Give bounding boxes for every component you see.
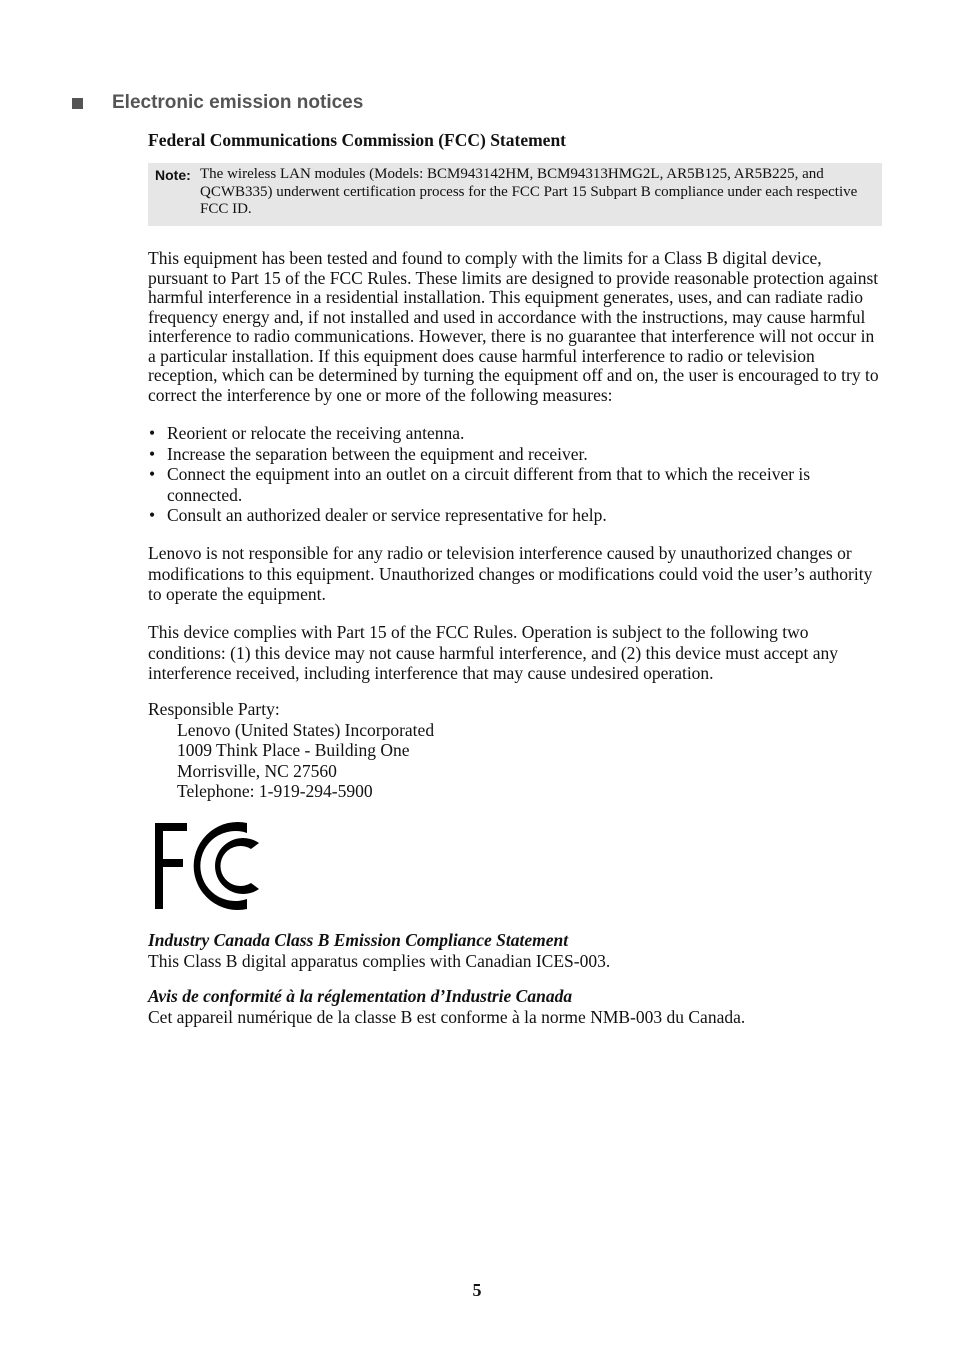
note-box bbox=[148, 163, 882, 226]
bullet-icon: • bbox=[149, 464, 156, 484]
page-number: 5 bbox=[472, 1280, 482, 1300]
avis-title: Avis de conformité à la réglementation d’Industrie Canada bbox=[148, 986, 573, 1006]
section-title bbox=[72, 92, 363, 114]
bullet-icon: • bbox=[149, 443, 156, 464]
industry-canada-text: This Class B digital apparatus complies with Canadian ICES-003. bbox=[148, 951, 611, 971]
square-bullet-icon bbox=[72, 98, 83, 109]
party-line: Telephone: 1-919-294-5900 bbox=[177, 781, 373, 801]
party-line: 1009 Think Place - Building One bbox=[177, 740, 410, 760]
responsible-party bbox=[148, 699, 883, 802]
list-item: • Reorient or relocate the receiving antenna. bbox=[149, 423, 465, 443]
party-line: Lenovo (United States) Incorporated bbox=[177, 719, 435, 740]
bullet-icon: • bbox=[149, 423, 156, 443]
list-item: • Increase the separation between the equipment and receiver. bbox=[149, 443, 588, 464]
responsibility-paragraph: Lenovo is not responsible for any radio or television interference caused by unauthorized changes or modifications to this equipment. Unauthorized changes or modifications could void the user’s authority to operate the equipment. bbox=[148, 543, 873, 604]
bullet-icon: • bbox=[149, 505, 156, 525]
conditions-paragraph: This device complies with Part 15 of the FCC Rules. Operation is subject to the following two conditions: (1) this device may not cause harmful interference, and (2) this device must accept any interference received, including interference that may cause undesired operation. bbox=[148, 622, 839, 683]
note-text: The wireless LAN modules (Models: BCM943142HM, BCM94313HMG2L, AR5B125, AR5B225, and QCWB335) underwent certification process for the FCC Part 15 Subpart B compliance under each respective FCC ID. bbox=[200, 166, 858, 217]
responsible-party-label: Responsible Party: bbox=[148, 699, 280, 719]
list-item: • Consult an authorized dealer or service representative for help. bbox=[149, 505, 607, 525]
fcc-logo-icon bbox=[151, 819, 267, 914]
note-label: Note: bbox=[155, 167, 191, 183]
avis-text: Cet appareil numérique de la classe B est conforme à la norme NMB-003 du Canada. bbox=[148, 1007, 746, 1027]
fcc-heading: Federal Communications Commission (FCC) Statement bbox=[148, 130, 567, 150]
list-item: • Connect the equipment into an outlet on a circuit different from that to which the receiver is connected. bbox=[149, 464, 811, 505]
section-title-text: Electronic emission notices bbox=[112, 92, 364, 113]
party-line: Morrisville, NC 27560 bbox=[177, 760, 337, 781]
fcc-compliance-paragraph: This equipment has been tested and found to comply with the limits for a Class B digital device, pursuant to Part 15 of the FCC Rules. These limits are designed to provide reasonable protection against harmful interference in a residential installation. This equipment generates, uses, and can radiate radio frequency energy and, if not installed and used in accordance with the instructions, may cause harmful interference to radio communications. However, there is no guarantee that interference will not occur in a particular installation. If this equipment does cause harmful interference to radio or television reception, which can be determined by turning the equipment off and on, the user is encouraged to try to correct the interference by one or more of the following measures: bbox=[148, 248, 879, 405]
industry-canada-title: Industry Canada Class B Emission Compliance Statement bbox=[148, 930, 569, 950]
measures-list bbox=[148, 423, 883, 526]
